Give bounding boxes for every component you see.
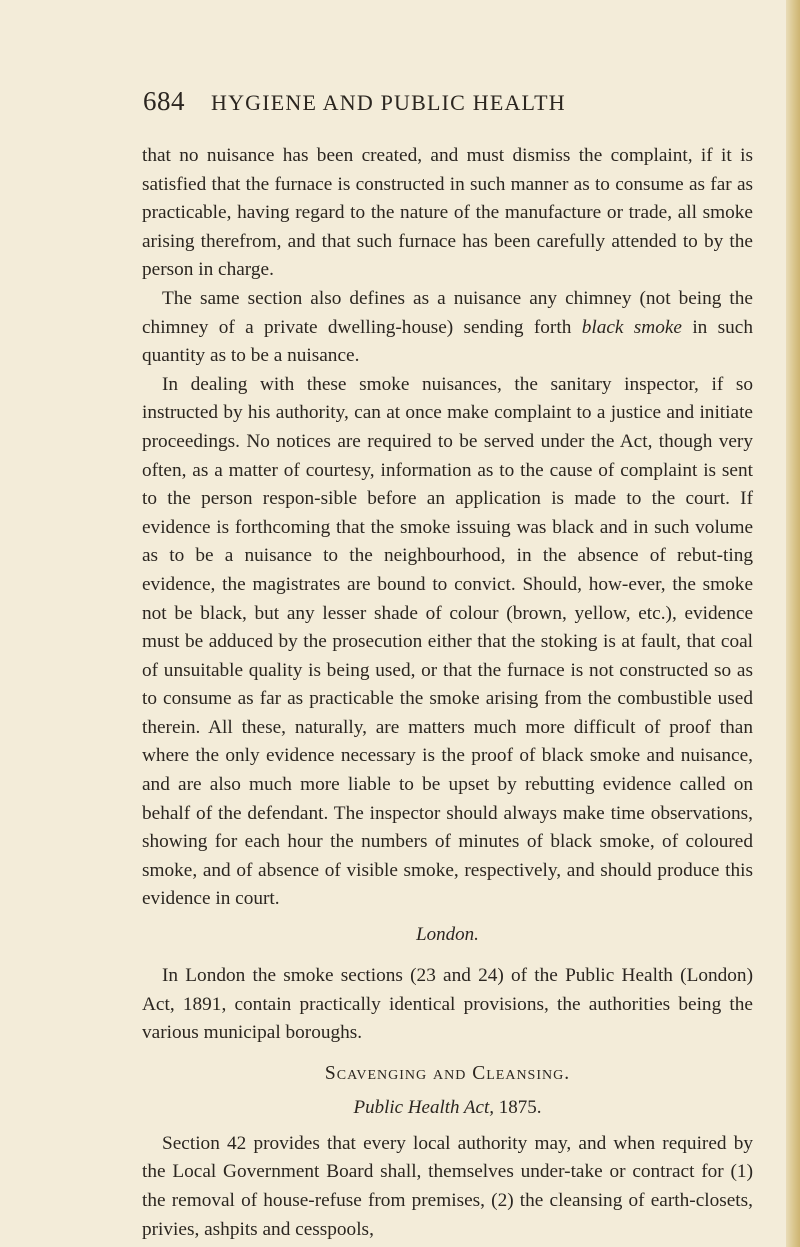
paragraph-5: Section 42 provides that every local authority may, and when required by the Local Government Board shall, themselves under-take or contract for (1) the removal of house-refuse from premises, (2) the cleansing of earth-closets, privies, ashpits and cesspools,	[142, 1132, 753, 1240]
black-smoke-italic: black smoke	[581, 316, 682, 338]
paragraph-2	[142, 285, 753, 371]
act-year: 1875.	[498, 1096, 542, 1118]
running-head	[143, 86, 566, 117]
paragraph-2-text-a: The same section also defines as a nuisance any chimney (not being the chimney of a private dwelling-house) sending forth	[142, 287, 753, 338]
page-edge-shadow	[786, 0, 800, 1247]
paragraph-3: In dealing with these smoke nuisances, the sanitary inspector, if so instructed by his authority, can at once make complaint to a justice and initiate proceedings. No notices are required to be served under the Act, though very often, as a matter of courtesy, information as to the cause of complaint is sent to the person respon-sible before an application is made to the court. If evidence is forthcoming that the smoke issuing was black and in such volume as to be a nuisance to the neighbourhood, in the absence of rebut-ting evidence, the magistrates are bound to convict. Should, how-ever, the smoke not be black, but any lesser shade of colour (brown, yellow, etc.), evidence must be adduced by the prosecution either that the stoking is at fault, that coal of unsuitable quality is being used, or that the furnace is not constructed so as to consume as far as practicable the smoke arising from the combustible used therein. All these, naturally, are matters much more difficult of proof than where the only evidence necessary is the proof of black smoke and nuisance, and are also much more liable to be upset by rebutting evidence called on behalf of the defendant. The inspector should always make time observations, showing for each hour the numbers of minutes of black smoke, of coloured smoke, and of absence of visible smoke, respectively, and should produce this evidence in court.	[142, 373, 753, 910]
act-name: Public Health Act,	[353, 1096, 495, 1118]
running-title: HYGIENE AND PUBLIC HEALTH	[211, 90, 566, 115]
body-text	[142, 142, 753, 1244]
paragraph-2-text-b: in such quantity as to be a nuisance.	[142, 316, 754, 367]
scavenging-heading: Scavenging and Cleansing.	[324, 1062, 571, 1084]
paragraph-1: that no nuisance has been created, and must dismiss the complaint, if it is satisfied that the furnace is constructed in such manner as to consume as far as practicable, having regard to the nature of the manufacture or trade, all smoke arising therefrom, and that such furnace has been carefully attended to by the person in charge.	[142, 145, 753, 281]
paragraph-4: In London the smoke sections (23 and 24) of the Public Health (London) Act, 1891, contain practically identical provisions, the authorities being the various municipal boroughs.	[142, 965, 753, 1044]
london-heading: London.	[416, 924, 479, 946]
page-number: 684	[143, 86, 185, 116]
act-heading	[142, 1096, 753, 1120]
